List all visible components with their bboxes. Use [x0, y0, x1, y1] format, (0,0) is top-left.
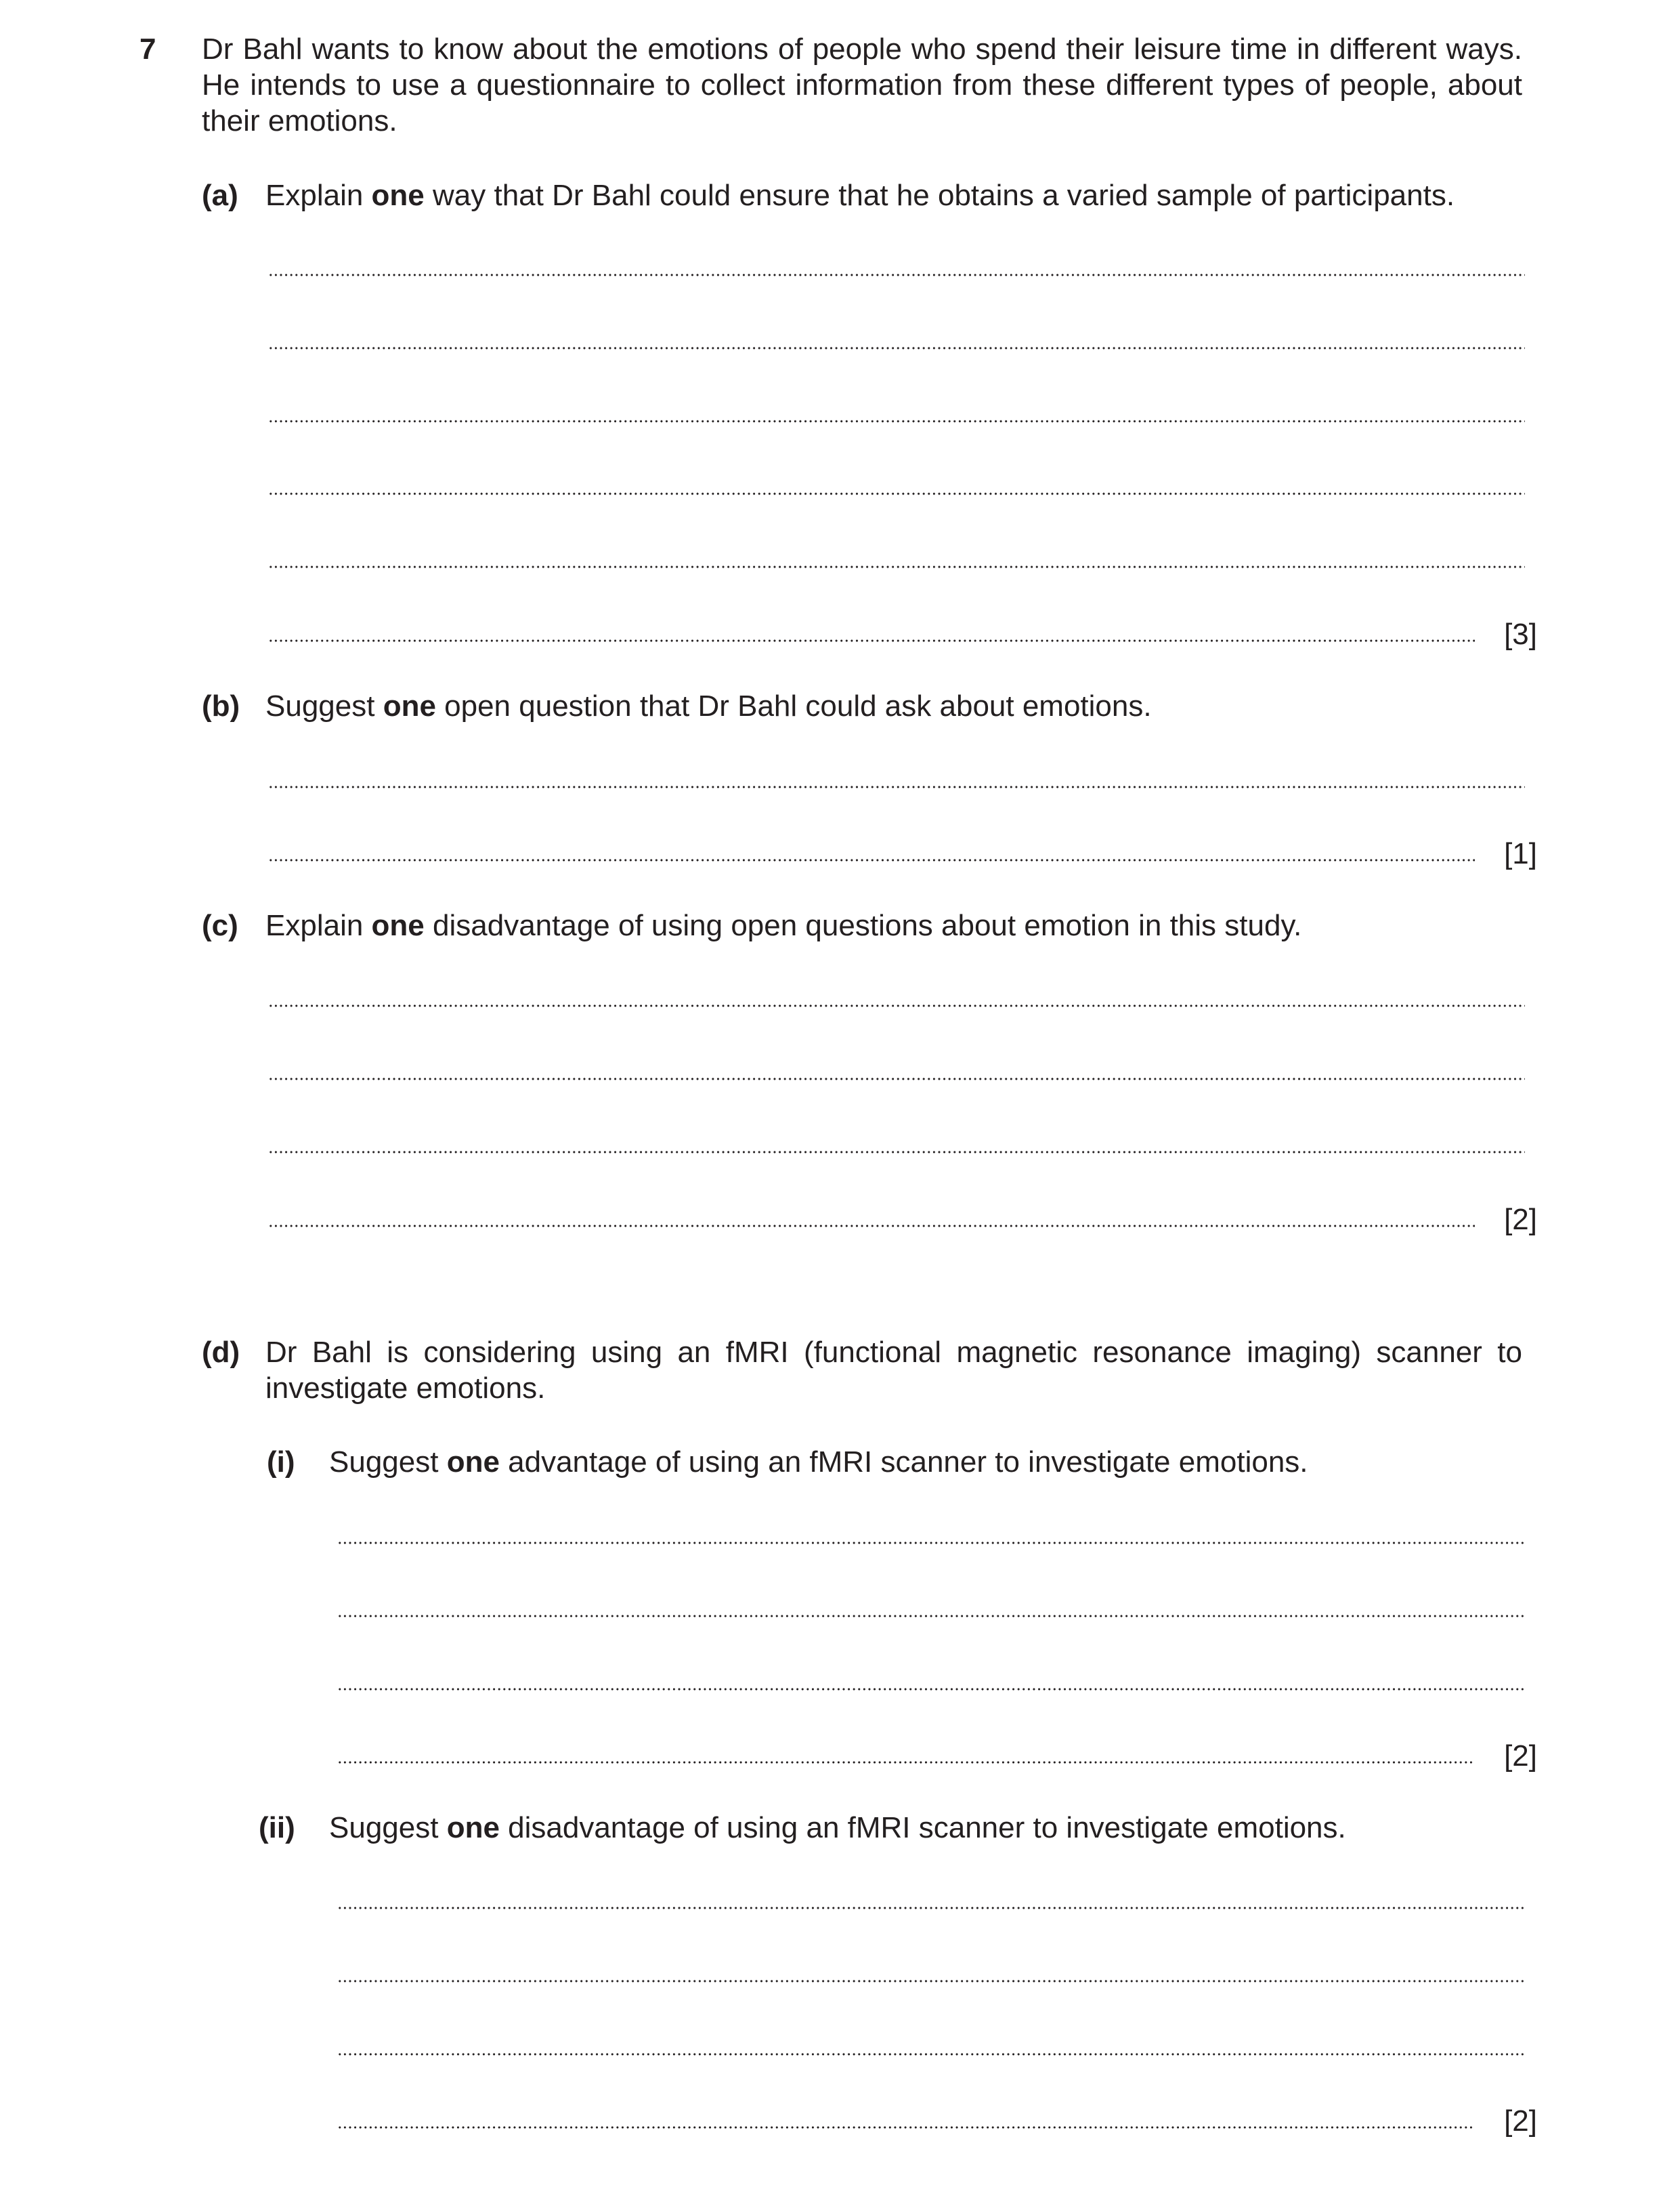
part-a-answer-line-5[interactable]	[268, 566, 1525, 568]
part-d-ii-answer-line-1[interactable]	[337, 1907, 1525, 1909]
part-d-ii-prompt	[329, 1810, 1346, 1846]
part-d-ii-mark: [2]	[1504, 2104, 1537, 2138]
question-stem: Dr Bahl wants to know about the emotions of people who spend their leisure time in different ways. He intends to use a questionnaire to collect information from these different types of people, about their emotions.	[202, 33, 1522, 137]
part-d-i-answer-line-2[interactable]	[337, 1615, 1525, 1617]
part-d-ii-label: (ii)	[259, 1811, 295, 1844]
part-a-text-after: way that Dr Bahl could ensure that he obtains a varied sample of participants.	[424, 179, 1455, 212]
part-d-i-text-before: Suggest	[329, 1445, 447, 1479]
part-d-text: Dr Bahl is considering using an fMRI (functional magnetic resonance imaging) scanner to investigate emotions.	[265, 1336, 1522, 1405]
part-a-answer-line-6[interactable]	[268, 639, 1475, 642]
part-d-ii-text-after: disadvantage of using an fMRI scanner to investigate emotions.	[499, 1811, 1346, 1844]
part-a-answer-line-4[interactable]	[268, 492, 1525, 495]
part-a-answer-line-3[interactable]	[268, 420, 1525, 423]
part-a-prompt	[265, 177, 1455, 213]
part-d-ii-text-before: Suggest	[329, 1811, 447, 1844]
part-d-ii-answer-line-2[interactable]	[337, 1980, 1525, 1982]
part-b-emphasis: one	[383, 690, 436, 723]
part-b-text-before: Suggest	[265, 690, 383, 723]
part-b-mark: [1]	[1504, 837, 1537, 870]
part-c-text-before: Explain	[265, 909, 372, 942]
part-b-answer-line-2[interactable]	[268, 859, 1475, 862]
part-d-ii-answer-line-4[interactable]	[337, 2126, 1475, 2129]
part-a-text-before: Explain	[265, 179, 372, 212]
part-a-answer-line-2[interactable]	[268, 347, 1525, 349]
question-number: 7	[139, 33, 156, 66]
part-b-label: (b)	[202, 690, 240, 723]
part-d-i-prompt	[329, 1444, 1308, 1480]
part-c-prompt	[265, 908, 1301, 943]
part-d-ii-answer-line-3[interactable]	[337, 2053, 1525, 2056]
part-a-mark: [3]	[1504, 618, 1537, 651]
part-c-emphasis: one	[371, 909, 425, 942]
part-d-i-text-after: advantage of using an fMRI scanner to investigate emotions.	[499, 1445, 1308, 1479]
part-d-i-answer-line-3[interactable]	[337, 1688, 1525, 1691]
part-c-text-after: disadvantage of using open questions about emotion in this study.	[424, 909, 1302, 942]
part-b-prompt	[265, 688, 1152, 724]
part-a-emphasis: one	[371, 179, 425, 212]
part-c-answer-line-4[interactable]	[268, 1225, 1475, 1227]
part-d-ii-emphasis: one	[446, 1811, 500, 1844]
part-d-label: (d)	[202, 1336, 240, 1369]
part-b-answer-line-1[interactable]	[268, 786, 1525, 788]
part-c-answer-line-2[interactable]	[268, 1078, 1525, 1080]
part-a-answer-line-1[interactable]	[268, 274, 1525, 276]
part-a-label: (a)	[202, 179, 238, 212]
part-c-label: (c)	[202, 909, 238, 942]
part-d-i-answer-line-1[interactable]	[337, 1542, 1525, 1544]
part-d-i-mark: [2]	[1504, 1739, 1537, 1773]
part-d-i-answer-line-4[interactable]	[337, 1761, 1475, 1764]
part-c-answer-line-1[interactable]	[268, 1004, 1525, 1007]
part-d-i-label: (i)	[267, 1445, 295, 1479]
part-c-mark: [2]	[1504, 1203, 1537, 1236]
part-d-i-emphasis: one	[446, 1445, 500, 1479]
part-b-text-after: open question that Dr Bahl could ask about emotions.	[435, 690, 1152, 723]
part-c-answer-line-3[interactable]	[268, 1151, 1525, 1153]
